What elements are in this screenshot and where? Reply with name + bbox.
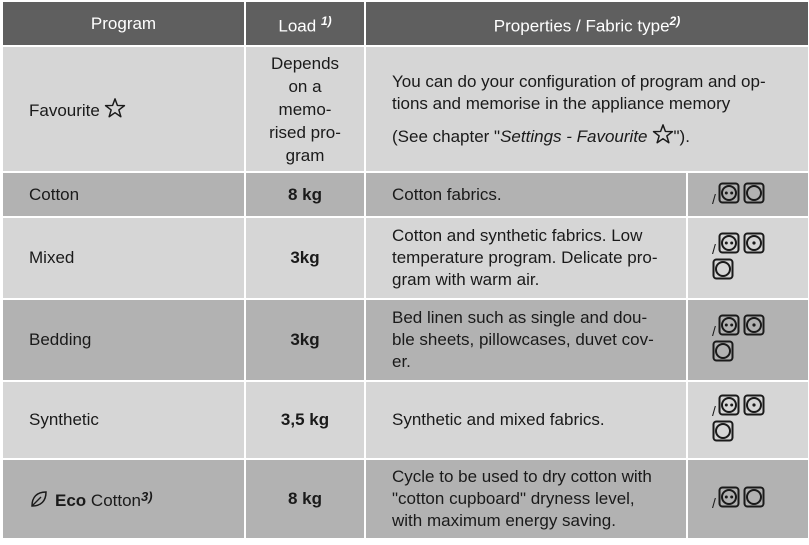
properties-line: ble sheets, pillowcases, duvet cov- [392, 330, 654, 349]
see-chapter-reference [392, 123, 800, 148]
program-name: Favourite [29, 100, 100, 120]
load-footnote: 1) [320, 13, 332, 28]
load-line: Depends [270, 53, 340, 73]
see-prefix: (See chapter " [392, 126, 501, 146]
load-cell [245, 172, 365, 217]
load-line: memo- [278, 99, 332, 119]
properties-line: Cotton fabrics. [392, 184, 502, 204]
symbols-cell [687, 299, 809, 381]
properties-line: with maximum energy saving. [392, 511, 616, 530]
program-cell [2, 172, 245, 217]
symbol-separator: / [712, 323, 716, 339]
program-name-rest: Cotton [90, 491, 142, 510]
program-name: Mixed [29, 248, 75, 267]
properties-line: You can do your configuration of program and op- [392, 71, 766, 91]
tumble-dry-two-dots-icon [718, 394, 740, 416]
load-value: 3,5 kg [280, 410, 330, 429]
properties-cell [365, 381, 687, 459]
program-cell [2, 299, 245, 381]
tumble-dry-no-heat-icon [712, 340, 734, 362]
load-cell [245, 459, 365, 539]
table-row-synthetic [2, 381, 809, 459]
tumble-dry-two-dots-icon [718, 182, 740, 204]
symbols-cell [687, 172, 809, 217]
tumble-dry-two-dots-icon [718, 232, 740, 254]
properties-footnote: 2) [669, 13, 681, 28]
tumble-dry-no-heat-icon [743, 486, 765, 508]
table-row-mixed [2, 217, 809, 299]
properties-cell [365, 299, 687, 381]
program-name: Synthetic [29, 410, 99, 429]
star-outline-icon [104, 97, 126, 119]
table-row-bedding [2, 299, 809, 381]
symbol-separator: / [712, 241, 716, 257]
tumble-dry-one-dot-icon [743, 394, 765, 416]
load-cell [245, 217, 365, 299]
load-line: on a [288, 76, 322, 96]
properties-line: Cotton and synthetic fabrics. Low [392, 226, 643, 245]
see-suffix: "). [673, 126, 690, 146]
properties-line: tions and memorise in the appliance memory [392, 93, 731, 113]
properties-cell [365, 46, 809, 172]
symbol-separator: / [712, 403, 716, 419]
properties-line: "cotton cupboard" dryness level, [392, 489, 635, 508]
load-cell [245, 381, 365, 459]
properties-line: gram with warm air. [392, 270, 540, 289]
program-name-eco: Eco [55, 491, 87, 510]
tumble-dry-one-dot-icon [743, 314, 765, 336]
symbols-cell [687, 459, 809, 539]
properties-line: er. [392, 352, 411, 371]
header-program: Program [2, 1, 245, 46]
table-header-row [2, 1, 809, 46]
program-cell [2, 217, 245, 299]
properties-line: temperature program. Delicate pro- [392, 248, 658, 267]
table-row-favourite [2, 46, 809, 172]
properties-line: Cycle to be used to dry cotton with [392, 467, 652, 486]
program-cell [2, 459, 245, 539]
load-line: gram [285, 145, 325, 165]
tumble-dry-no-heat-icon [712, 420, 734, 442]
program-name: Cotton [29, 184, 80, 204]
load-value: 3kg [290, 330, 320, 349]
properties-line: Bed linen such as single and dou- [392, 308, 648, 327]
eco-footnote: 3) [141, 489, 153, 504]
header-properties: Properties / Fabric type$^{2)}$ [365, 1, 809, 46]
symbols-cell [687, 381, 809, 459]
load-cell [245, 299, 365, 381]
symbol-separator: / [712, 190, 716, 207]
header-load: Load $^{1)}$ [245, 1, 365, 46]
table-row-cotton [2, 172, 809, 217]
properties-line: Synthetic and mixed fabrics. [392, 410, 605, 429]
tumble-dry-two-dots-icon [718, 314, 740, 336]
symbols-cell [687, 217, 809, 299]
eco-leaf-icon [29, 489, 49, 509]
symbol-separator: / [712, 495, 716, 511]
program-cell [2, 381, 245, 459]
load-value: 8 kg [287, 184, 323, 204]
properties-cell [365, 217, 687, 299]
tumble-dry-no-heat-icon [743, 182, 765, 204]
load-line: rised pro- [269, 122, 341, 142]
load-cell [245, 46, 365, 172]
program-cell [2, 46, 245, 172]
tumble-dry-no-heat-icon [712, 258, 734, 280]
star-outline-icon [652, 123, 674, 145]
table-row-eco-cotton [2, 459, 809, 539]
program-name: Bedding [29, 330, 92, 349]
properties-cell [365, 459, 687, 539]
load-value: 8 kg [287, 489, 323, 508]
properties-cell [365, 172, 687, 217]
program-table [1, 0, 809, 540]
chapter-link[interactable]: Settings - Favourite [500, 126, 648, 146]
load-value: 3kg [290, 248, 320, 267]
tumble-dry-one-dot-icon [743, 232, 765, 254]
tumble-dry-two-dots-icon [718, 486, 740, 508]
